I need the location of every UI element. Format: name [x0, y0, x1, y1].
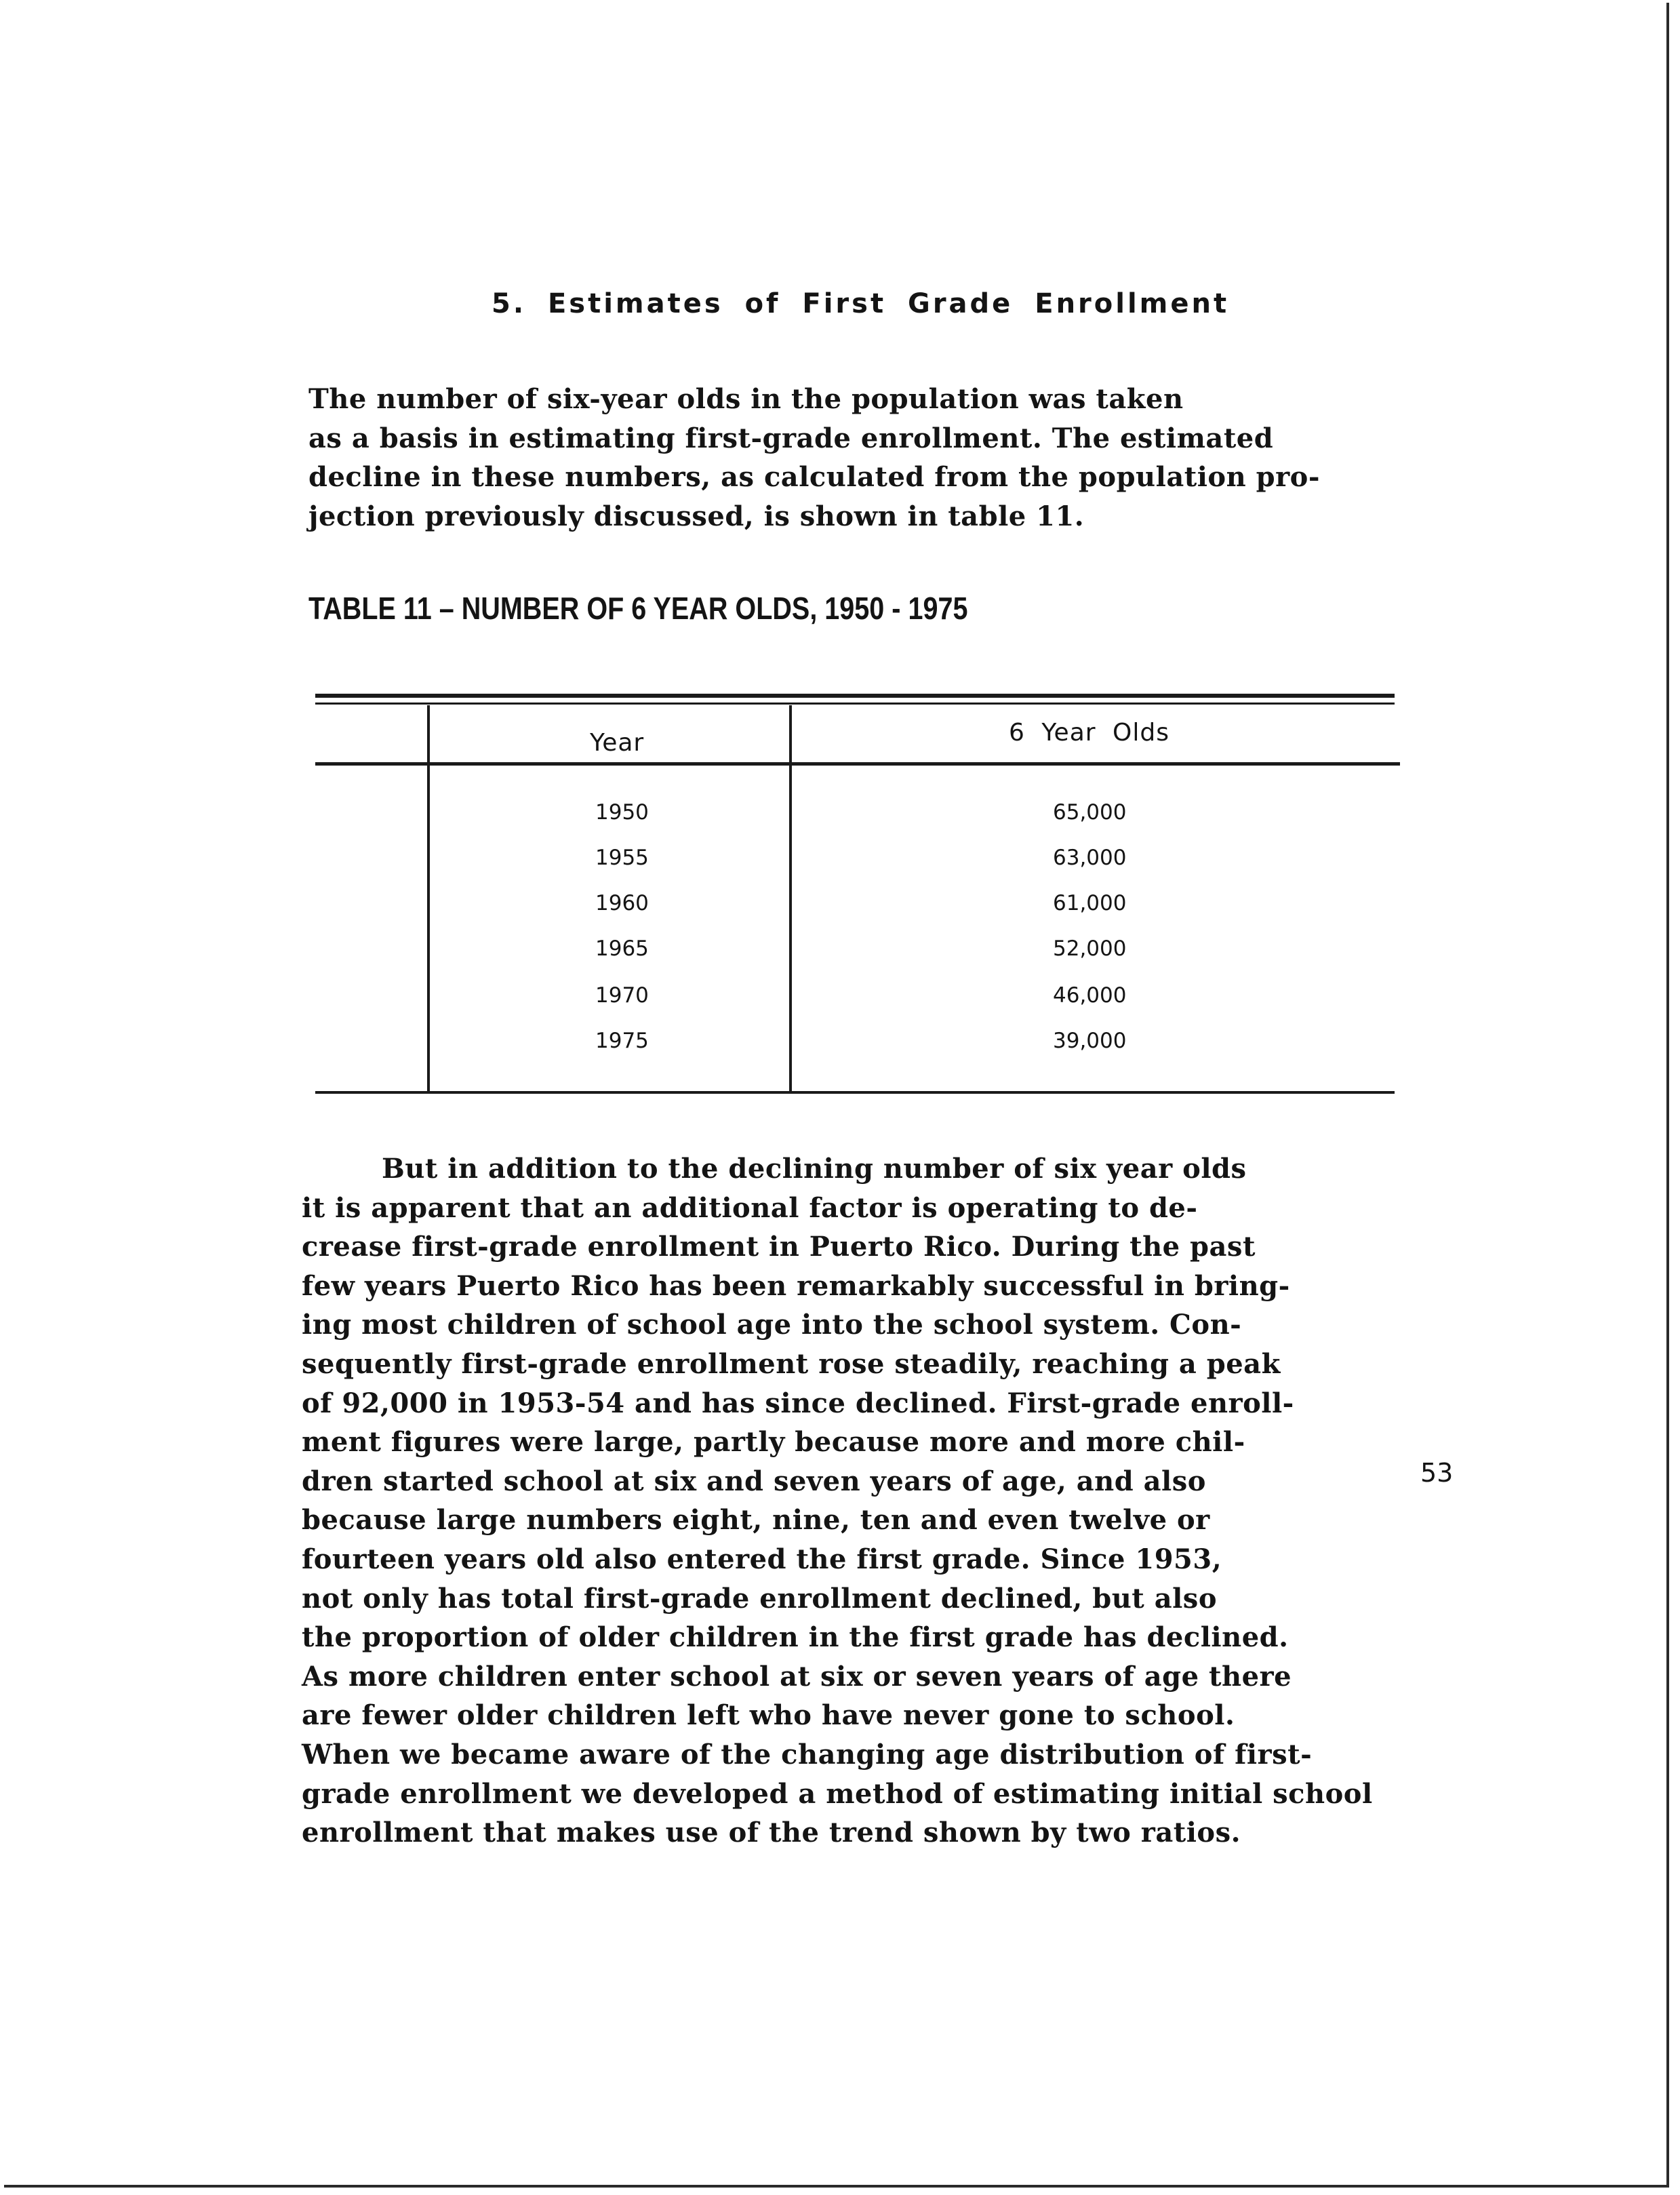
paragraph-line: When we became aware of the changing age distribution of first- [302, 1738, 1313, 1771]
paragraph-line: decline in these numbers, as calculated from the population pro- [308, 461, 1320, 494]
paragraph-line: because large numbers eight, nine, ten and even twelve or [302, 1504, 1210, 1537]
year-cell: 1965 [595, 936, 649, 961]
paragraph-line: ment figures were large, partly because more and more chil- [302, 1426, 1245, 1459]
table-title: TABLE 11 – NUMBER OF 6 YEAR OLDS, 1950 - 1975 [308, 591, 968, 626]
year-cell: 1950 [595, 800, 649, 825]
paragraph-line: dren started school at six and seven years of age, and also [302, 1465, 1206, 1497]
intro-paragraph [308, 380, 1320, 536]
column-header-six-year-olds: 6 Year Olds [1009, 719, 1169, 747]
paragraph-line: not only has total first-grade enrollment declined, but also [302, 1582, 1217, 1615]
paragraph-line: ing most children of school age into the school system. Con- [302, 1309, 1242, 1341]
year-cell: 1960 [595, 891, 649, 915]
paragraph-line: crease first-grade enrollment in Puerto Rico. During the past [302, 1231, 1256, 1263]
paragraph-line: grade enrollment we developed a method of estimating initial school [302, 1777, 1373, 1810]
paragraph-line: As more children enter school at six or seven years of age there [302, 1660, 1292, 1693]
column-header-year: Year [590, 729, 645, 757]
paragraph-line: the proportion of older children in the first grade has declined. [302, 1621, 1289, 1654]
paragraph-line: few years Puerto Rico has been remarkably successful in bring- [302, 1269, 1290, 1302]
paragraph-line: of 92,000 in 1953-54 and has since declined. First-grade enroll- [302, 1387, 1294, 1419]
count-cell: 39,000 [1053, 1029, 1127, 1053]
count-cell: 63,000 [1053, 846, 1127, 870]
paragraph-line: jection previously discussed, is shown in table 11. [308, 500, 1085, 532]
paragraph-line: are fewer older children left who have never gone to school. [302, 1699, 1235, 1732]
section-heading: 5. Estimates of First Grade Enrollment [492, 288, 1230, 319]
year-cell: 1975 [595, 1029, 649, 1053]
table-bottom-rule [315, 1091, 1395, 1094]
page-border [4, 3, 1669, 2188]
paragraph-line: sequently first-grade enrollment rose steadily, reaching a peak [302, 1347, 1281, 1380]
table-column-divider [789, 705, 792, 1093]
body-paragraph [302, 1149, 1373, 1853]
count-cell: 65,000 [1053, 800, 1127, 825]
table-top-rule-thin [315, 703, 1395, 705]
year-cell: 1955 [595, 846, 649, 870]
count-cell: 46,000 [1053, 983, 1127, 1008]
count-cell: 61,000 [1053, 891, 1127, 915]
count-cell: 52,000 [1053, 936, 1127, 961]
paragraph-line: fourteen years old also entered the first grade. Since 1953, [302, 1543, 1222, 1575]
paragraph-line: enrollment that makes use of the trend shown by two ratios. [302, 1817, 1241, 1849]
paragraph-line: it is apparent that an additional factor is operating to de- [302, 1191, 1198, 1224]
paragraph-line: But in addition to the declining number of six year olds [382, 1153, 1247, 1185]
table-top-rule [315, 694, 1395, 698]
paragraph-line: as a basis in estimating first-grade enrollment. The estimated [308, 422, 1274, 454]
page-number: 53 [1420, 1458, 1454, 1488]
table-header-rule [315, 762, 1400, 766]
year-cell: 1970 [595, 983, 649, 1008]
table-column-divider [427, 705, 430, 1093]
paragraph-line: The number of six-year olds in the population was taken [308, 383, 1184, 415]
